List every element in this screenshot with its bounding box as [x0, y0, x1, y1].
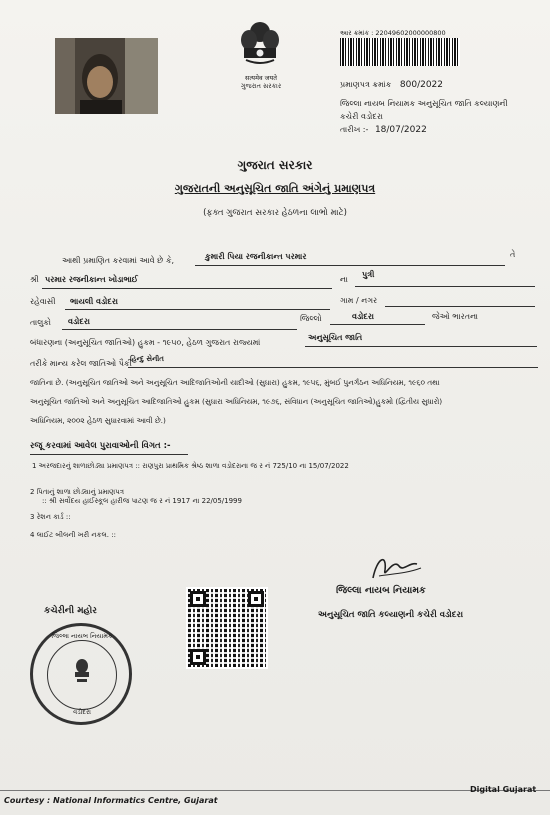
barcode — [340, 38, 460, 66]
divider — [305, 346, 537, 347]
cert-number — [340, 80, 443, 90]
para-line-1: જાતિના છે. (અનુસૂચિત જાતિઓ અને અનુસૂચિત આદિજાતિઓની યાદીઓ (સુધારા) હુકમ, ૧૯૫૬, મુંબઈ પુનર્ગઠન અધિનિયમ, ૧૯૬૦ તથા — [30, 378, 440, 387]
evidence-item-3: 3 રેશન કાર્ડ :: — [30, 513, 71, 521]
issue-date-value: 18/07/2022 — [374, 125, 427, 135]
te-text: તે — [510, 250, 516, 259]
stamp-city: વડોદરા — [73, 708, 91, 716]
gov-title: ગુજરાત સરકાર — [237, 158, 313, 172]
office-seal-label: કચેરીની મહોર — [44, 606, 97, 616]
digital-gujarat-text: Digital Gujarat — [470, 785, 537, 794]
recognized-label: તરીકે માન્ય કરેલ જાતિઓ પૈકી — [30, 359, 132, 368]
issue-date-label: તારીખ :- — [340, 125, 369, 134]
applicant-name: કુમારી પિયા રજનીકાન્ત પરમાર — [205, 252, 307, 261]
taluka-value: વડોદરા — [68, 317, 90, 326]
office-stamp — [30, 623, 132, 725]
issue-date — [340, 125, 427, 135]
caste-value: હિન્દુ સેનીત — [130, 355, 164, 363]
applicant-photo — [55, 38, 158, 114]
district-value: વડોદરા — [352, 312, 374, 321]
india-text: જેઓ ભારતના — [432, 312, 479, 321]
evidence-item-2-title: 2 પિતાનું શાળા છોડ્યાનું પ્રમાણપત્ર — [30, 488, 125, 496]
cert-number-value: 800/2022 — [399, 80, 444, 90]
stamp-text: જિલ્લા નાયબ નિયામક — [51, 632, 113, 640]
na-text: ના — [340, 275, 348, 284]
office-line-2: કચેરી વડોદરા — [340, 112, 383, 121]
divider — [195, 265, 505, 266]
shri-text: શ્રી — [30, 275, 39, 284]
divider — [62, 329, 297, 330]
evidence-item-1: 1 અરજદારનું શાળાછોડ્યા પ્રમાણપત્ર :: રાણપુરા પ્રાથમિક શ્રેષ્ઠ શાળા વડોદરાના જ ર નં 725/10 ના 15/07/2022 — [32, 462, 349, 470]
constitution-text: બંધારણના (અનુસૂચિત જાતિઓ) હુકમ - ૧૯૫૦, હેઠળ ગુજરાત રાજ્યમાં — [30, 338, 261, 347]
signatory-title: જિલ્લા નાયબ નિયામક — [336, 585, 426, 596]
relation: પુત્રી — [362, 270, 375, 279]
divider — [42, 288, 332, 289]
office-line-1: જિલ્લા નાયબ નિયામક અનુસૂચિત જાતિ કલ્યાણની — [340, 99, 508, 108]
signature — [365, 548, 425, 588]
stamp-emblem-icon — [71, 658, 93, 684]
emblem-caption-1: सत्यमेव जयते — [245, 74, 277, 82]
national-emblem-icon — [232, 18, 288, 74]
village-label: ગામ / નગર — [340, 296, 378, 305]
resident-value: ભાયલી વડોદરા — [70, 297, 118, 306]
footer-rule — [0, 790, 550, 791]
emblem-caption-2: ગુજરાત સરકાર — [240, 82, 282, 90]
divider — [65, 309, 330, 310]
signatory-office: અનુસૂચિત જાતિ કલ્યાણની કચેરી વડોદરા — [318, 610, 464, 620]
divider — [30, 454, 188, 455]
taluka-label: તાલુકો — [30, 318, 51, 327]
para-line-3: અધિનિયમ, ૨૦૦૨ હેઠળ સુધારવામાં આવી છે.) — [30, 416, 166, 425]
resident-label: રહેવાસી — [30, 297, 56, 306]
qr-code — [186, 587, 268, 669]
divider — [128, 367, 538, 368]
evidence-item-4: 4 લાઈટ બીલની ખરી નકલ. :: — [30, 531, 116, 539]
father-name: પરમાર રજનીકાન્ત ખોડાભાઈ — [45, 275, 138, 284]
sub-title: (ફક્ત ગુજરાત સરકાર હેઠળના લાભો માટે) — [203, 208, 347, 218]
evidence-heading: રજૂ કરવામાં આવેલ પુરાવાઓની વિગત :- — [30, 441, 171, 451]
divider — [330, 324, 425, 325]
barcode-number: આર ક્રમાંક : 22049602000000800 — [340, 29, 446, 37]
certify-text: આથી પ્રમાણિત કરવામાં આવે છે કે, — [62, 256, 175, 265]
para-line-2: અનુસૂચિત જાતિઓ અને અનુસૂચિત આદિજાતિઓ હુકમ (સુધારા અધિનિયમ, ૧૯૭૬, સંવિધાન (અનુસૂચિત જાતિઓ)હુકમો (દ્વિતીય સુધારો) — [30, 397, 443, 406]
evidence-item-2-detail: :: શ્રી સર્વોદય હાઈસ્કૂલ હારીજ પાટણ જ ર નં 1917 ના 22/05/1999 — [42, 497, 242, 505]
divider — [385, 306, 535, 307]
district-label: જિલ્લો — [300, 314, 322, 323]
cert-number-label: પ્રમાણપત્ર ક્રમાંક — [340, 80, 392, 89]
main-title: ગુજરાતની અનુસૂચિત જાતિ અંગેનું પ્રમાણપત્ર — [174, 182, 376, 195]
courtesy-text: Courtesy : National Informatics Centre, Gujarat — [4, 796, 218, 805]
divider — [355, 286, 535, 287]
caste-type: અનુસૂચિત જાતિ — [308, 333, 363, 342]
